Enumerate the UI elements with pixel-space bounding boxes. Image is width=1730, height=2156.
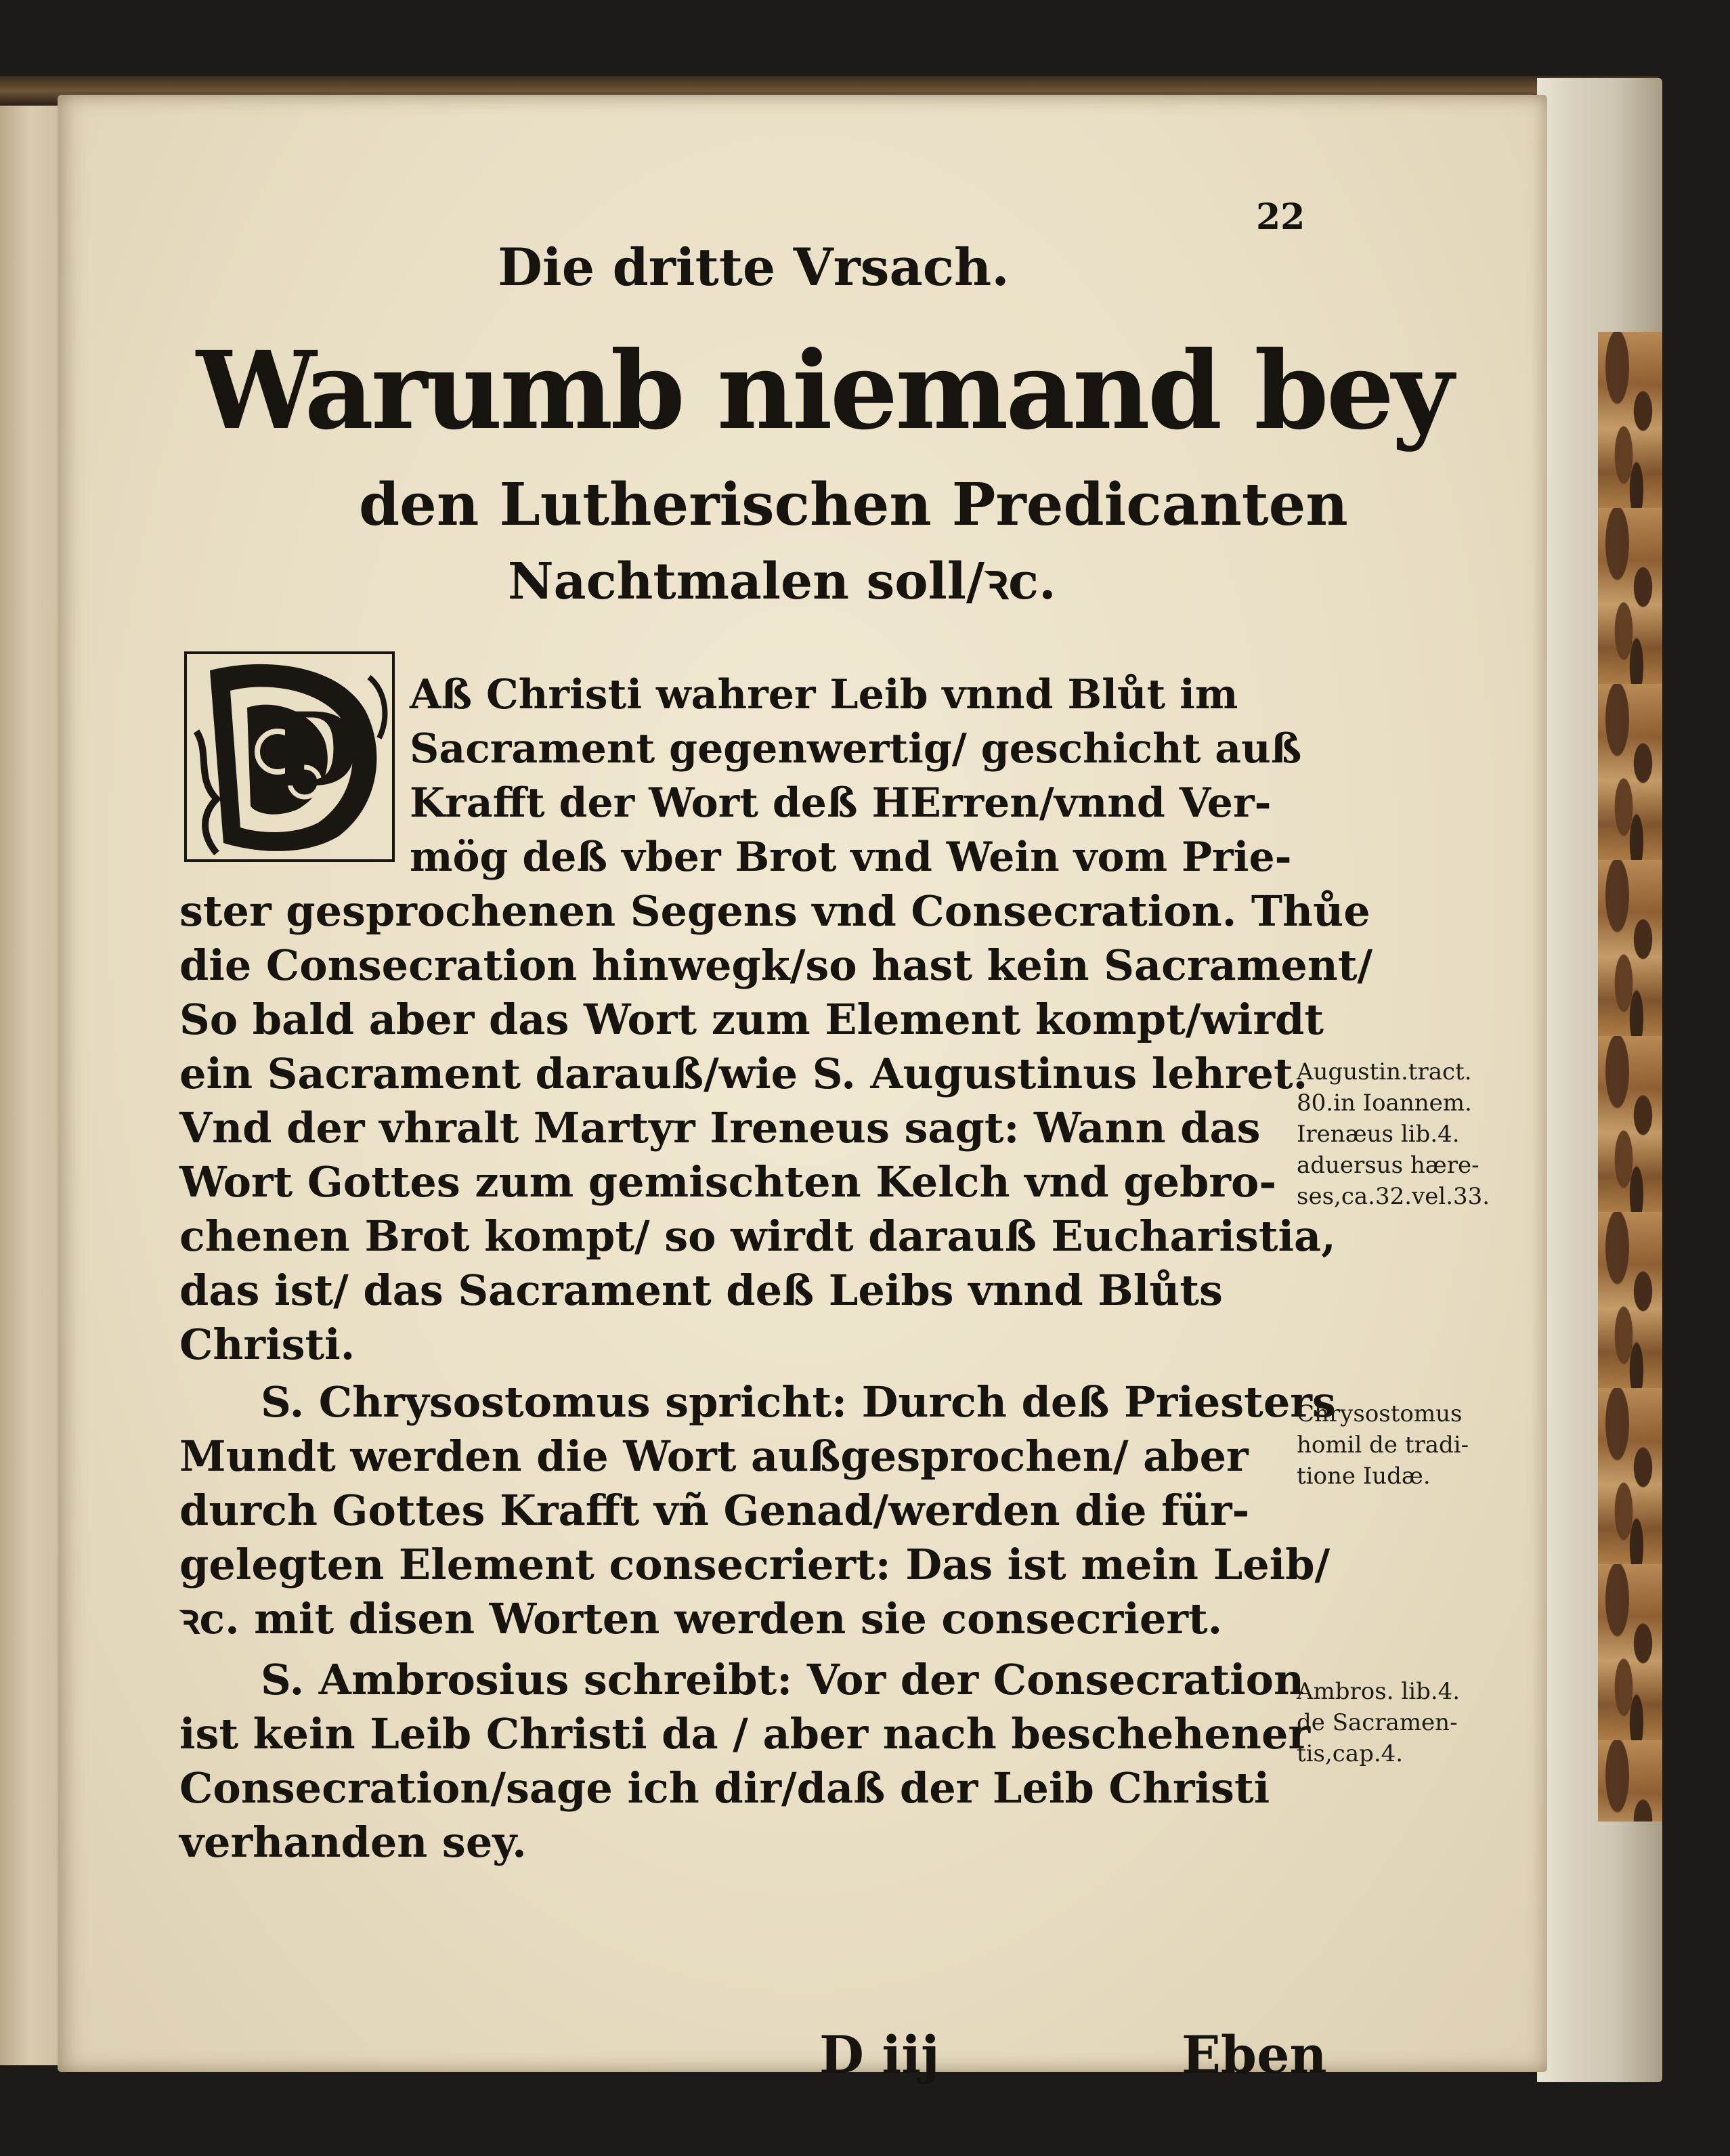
margin-note-augustine: Augustin.tract. 80.in Ioannem. Irenæus lib.4. aduersus hære- ses,ca.32.vel.33. — [1297, 1058, 1490, 1210]
body-line-19: S. Ambrosius schreibt: Vor der Consecration — [261, 1655, 1305, 1704]
body-line-6: die Consecration hinwegk/so hast kein Sacrament/ — [179, 941, 1373, 990]
title-line-1: Warumb niemand bey — [196, 328, 1452, 454]
body-line-4: mög deß vber Brot vnd Wein vom Prie- — [410, 834, 1292, 881]
body-line-3: Krafft der Wort deß HErren/vnnd Ver- — [410, 779, 1272, 827]
body-line-13: Christi. — [179, 1320, 355, 1369]
page-number: 22 — [1256, 196, 1305, 238]
margin-note-chrysostom: Chrysostomus homil de tradi- tione Iudæ. — [1297, 1400, 1469, 1490]
body-line-11: chenen Brot kompt/ so wirdt darauß Eucharistia, — [179, 1211, 1336, 1261]
title-line-3: Nachtmalen soll/ꝛc. — [508, 553, 1056, 611]
title-line-2: den Lutherischen Predicanten — [359, 471, 1348, 539]
body-line-9: Vnd der vhralt Martyr Ireneus sagt: Wann das — [179, 1103, 1261, 1152]
marbled-cover-edge — [1598, 332, 1662, 1821]
margin-note-ambrose: Ambros. lib.4. de Sacramen- tis,cap.4. — [1297, 1678, 1461, 1767]
body-line-20: ist kein Leib Christi da / aber nach beschehener — [179, 1709, 1311, 1759]
catchword: Eben — [1182, 2025, 1327, 2085]
body-line-16: durch Gottes Krafft vñ Genad/werden die für- — [179, 1486, 1250, 1535]
body-line-12: das ist/ das Sacrament deß Leibs vnnd Blůts — [179, 1266, 1223, 1315]
body-line-21: Consecration/sage ich dir/daß der Leib Christi — [179, 1763, 1270, 1813]
book-page — [58, 95, 1547, 2085]
body-line-22: verhanden sey. — [179, 1817, 527, 1867]
initial-letter: D — [271, 691, 360, 810]
body-line-17: gelegten Element consecriert: Das ist mein Leib/ — [179, 1540, 1331, 1589]
signature-mark: D iij — [819, 2025, 940, 2085]
body-line-7: So bald aber das Wort zum Element kompt/wirdt — [179, 995, 1324, 1044]
body-line-14: S. Chrysostomus spricht: Durch deß Priesters — [261, 1377, 1336, 1427]
body-line-18: ꝛc. mit disen Worten werden sie consecriert. — [179, 1594, 1223, 1643]
body-line-10: Wort Gottes zum gemischten Kelch vnd gebro- — [179, 1157, 1277, 1207]
body-line-8: ein Sacrament darauß/wie S. Augustinus lehret. — [179, 1049, 1308, 1098]
body-line-5: ster gesprochenen Segens vnd Consecration. Thůe — [179, 886, 1370, 936]
body-line-2: Sacrament gegenwertig/ geschicht auß — [410, 725, 1302, 773]
ornamental-initial — [183, 650, 396, 863]
chapter-subheading: Die dritte Vrsach. — [498, 237, 1010, 297]
body-line-1: Aß Christi wahrer Leib vnnd Blůt im — [410, 671, 1238, 718]
body-line-15: Mundt werden die Wort außgesprochen/ aber — [179, 1431, 1249, 1481]
